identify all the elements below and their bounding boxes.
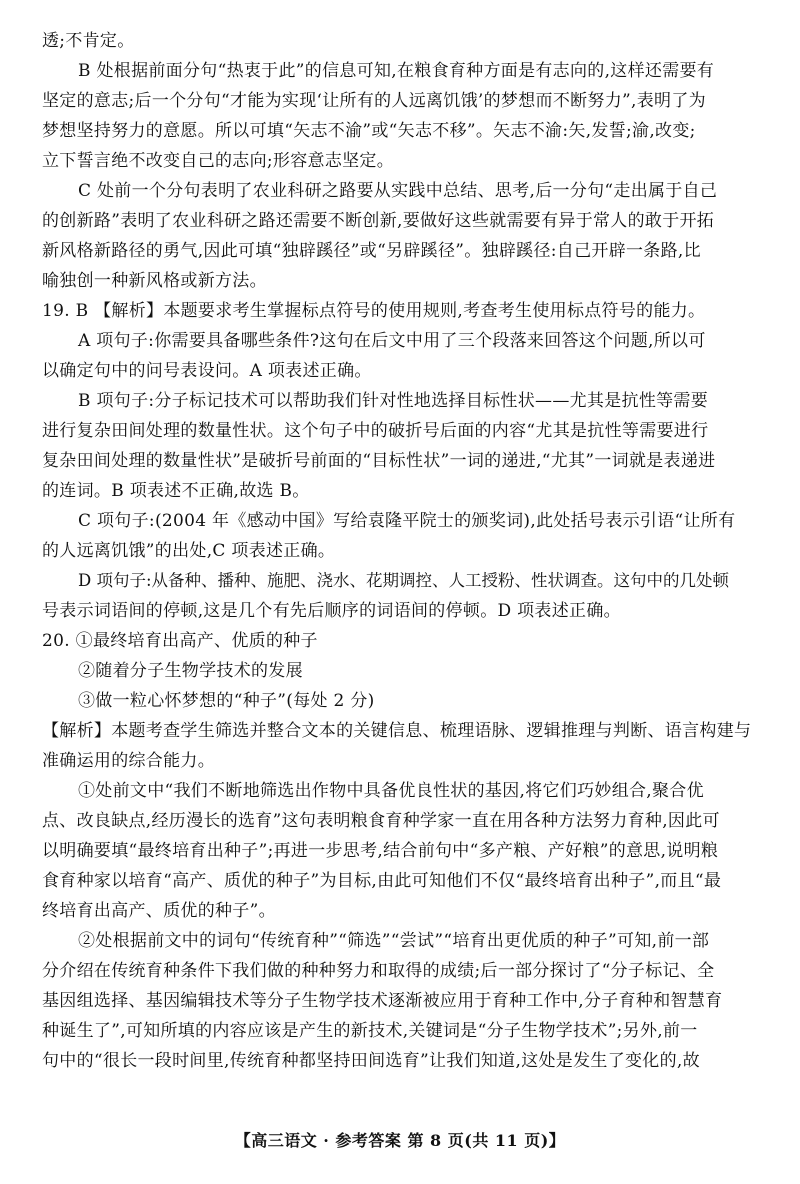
text-line: C 处前一个分句表明了农业科研之路要从实践中总结、思考,后一分句“走出属于自己 xyxy=(78,181,718,201)
text-line: 复杂田间处理的数量性状”是破折号前面的“目标性状”一词的递进,“尤其”一词就是表递进 xyxy=(42,451,716,471)
text-line: ②处根据前文中的词句“传统育种”“筛选”“尝试”“培育出更优质的种子”可知,前一部 xyxy=(78,931,710,951)
answer-item: ③做一粒心怀梦想的“种子”(每处 2 分) xyxy=(78,691,375,711)
text-line: A 项句子:你需要具备哪些条件?这句在后文中用了三个段落来回答这个问题,所以可 xyxy=(78,331,706,351)
text-line: 喻独创一种新风格或新方法。 xyxy=(42,271,267,291)
analysis-heading: 【解析】本题考查学生筛选并整合文本的关键信息、梳理语脉、逻辑推理与判断、语言构建与 xyxy=(42,721,752,741)
text-line: 以确定句中的问号表设问。A 项表述正确。 xyxy=(42,361,372,381)
text-line: 透;不肯定。 xyxy=(42,31,135,51)
text-line: B 项句子:分子标记技术可以帮助我们针对性地选择目标性状——尤其是抗性等需要 xyxy=(78,391,709,411)
text-line: 准确运用的综合能力。 xyxy=(42,751,215,771)
text-line: 食育种家以培育“高产、质优的种子”为目标,由此可知他们不仅“最终培育出种子”,而且“最 xyxy=(42,871,722,891)
text-line: 句中的“很长一段时间里,传统育种都坚持田间选育”让我们知道,这处是发生了变化的,故 xyxy=(42,1051,700,1071)
text-line: B 处根据前面分句“热衷于此”的信息可知,在粮食育种方面是有志向的,这样还需要有 xyxy=(78,61,715,81)
text-line: 以明确要填“最终培育出种子”;再进一步思考,结合前句中“多产粮、产好粮”的意思,说明粮 xyxy=(42,841,719,861)
text-line: 的创新路”表明了农业科研之路还需要不断创新,要做好这些就需要有异于常人的敢于开拓 xyxy=(42,211,715,231)
page-footer: 【高三语文 · 参考答案 第 8 页(共 11 页)】 xyxy=(234,1131,566,1150)
text-line: 号表示词语间的停顿,这是几个有先后顺序的词语间的停顿。D 项表述正确。 xyxy=(42,601,621,621)
text-line: 的人远离饥饿”的出处,C 项表述正确。 xyxy=(42,541,336,561)
text-line: 基因组选择、基因编辑技术等分子生物学技术逐渐被应用于育种工作中,分子育种和智慧育 xyxy=(42,991,723,1011)
text-line: 进行复杂田间处理的数量性状。这个句子中的破折号后面的内容“尤其是抗性等需要进行 xyxy=(42,421,709,441)
text-line: C 项句子:(2004 年《感动中国》写给袁隆平院士的颁奖词),此处括号表示引语“让所有 xyxy=(78,511,736,531)
text-line: 种诞生了”,可知所填的内容应该是产生的新技术,关键词是“分子生物学技术”;另外,前一 xyxy=(42,1021,698,1041)
text-line: 终培育出高产、质优的种子”。 xyxy=(42,901,276,921)
question-19-heading: 19. B 【解析】本题要求考生掌握标点符号的使用规则,考查考生使用标点符号的能力。 xyxy=(42,301,706,321)
question-20-heading: 20. ①最终培育出高产、优质的种子 xyxy=(42,631,318,651)
text-line: 立下誓言绝不改变自己的志向;形容意志坚定。 xyxy=(42,151,395,171)
text-line: 新风格新路径的勇气,因此可填“独辟蹊径”或“另辟蹊径”。独辟蹊径:自己开辟一条路,比 xyxy=(42,241,701,261)
answer-item: ②随着分子生物学技术的发展 xyxy=(78,661,303,681)
text-line: ①处前文中“我们不断地筛选出作物中具备优良性状的基因,将它们巧妙组合,聚合优 xyxy=(78,781,704,801)
text-line: 坚定的意志;后一个分句“才能为实现‘让所有的人远离饥饿’的梦想而不断努力”,表明了为 xyxy=(42,91,706,111)
text-line: 点、改良缺点,经历漫长的选育”这句表明粮食育种学家一直在用各种方法努力育种,因此可 xyxy=(42,811,720,831)
text-line: 梦想坚持努力的意愿。所以可填“矢志不渝”或“矢志不移”。矢志不渝:矢,发誓;渝,改变; xyxy=(42,121,696,141)
text-line: 分介绍在传统育种条件下我们做的种种努力和取得的成绩;后一部分探讨了“分子标记、全 xyxy=(42,961,715,981)
text-line: 的连词。B 项表述不正确,故选 B。 xyxy=(42,481,310,501)
text-line: D 项句子:从备种、播种、施肥、浇水、花期调控、人工授粉、性状调查。这句中的几处顿 xyxy=(78,571,730,590)
